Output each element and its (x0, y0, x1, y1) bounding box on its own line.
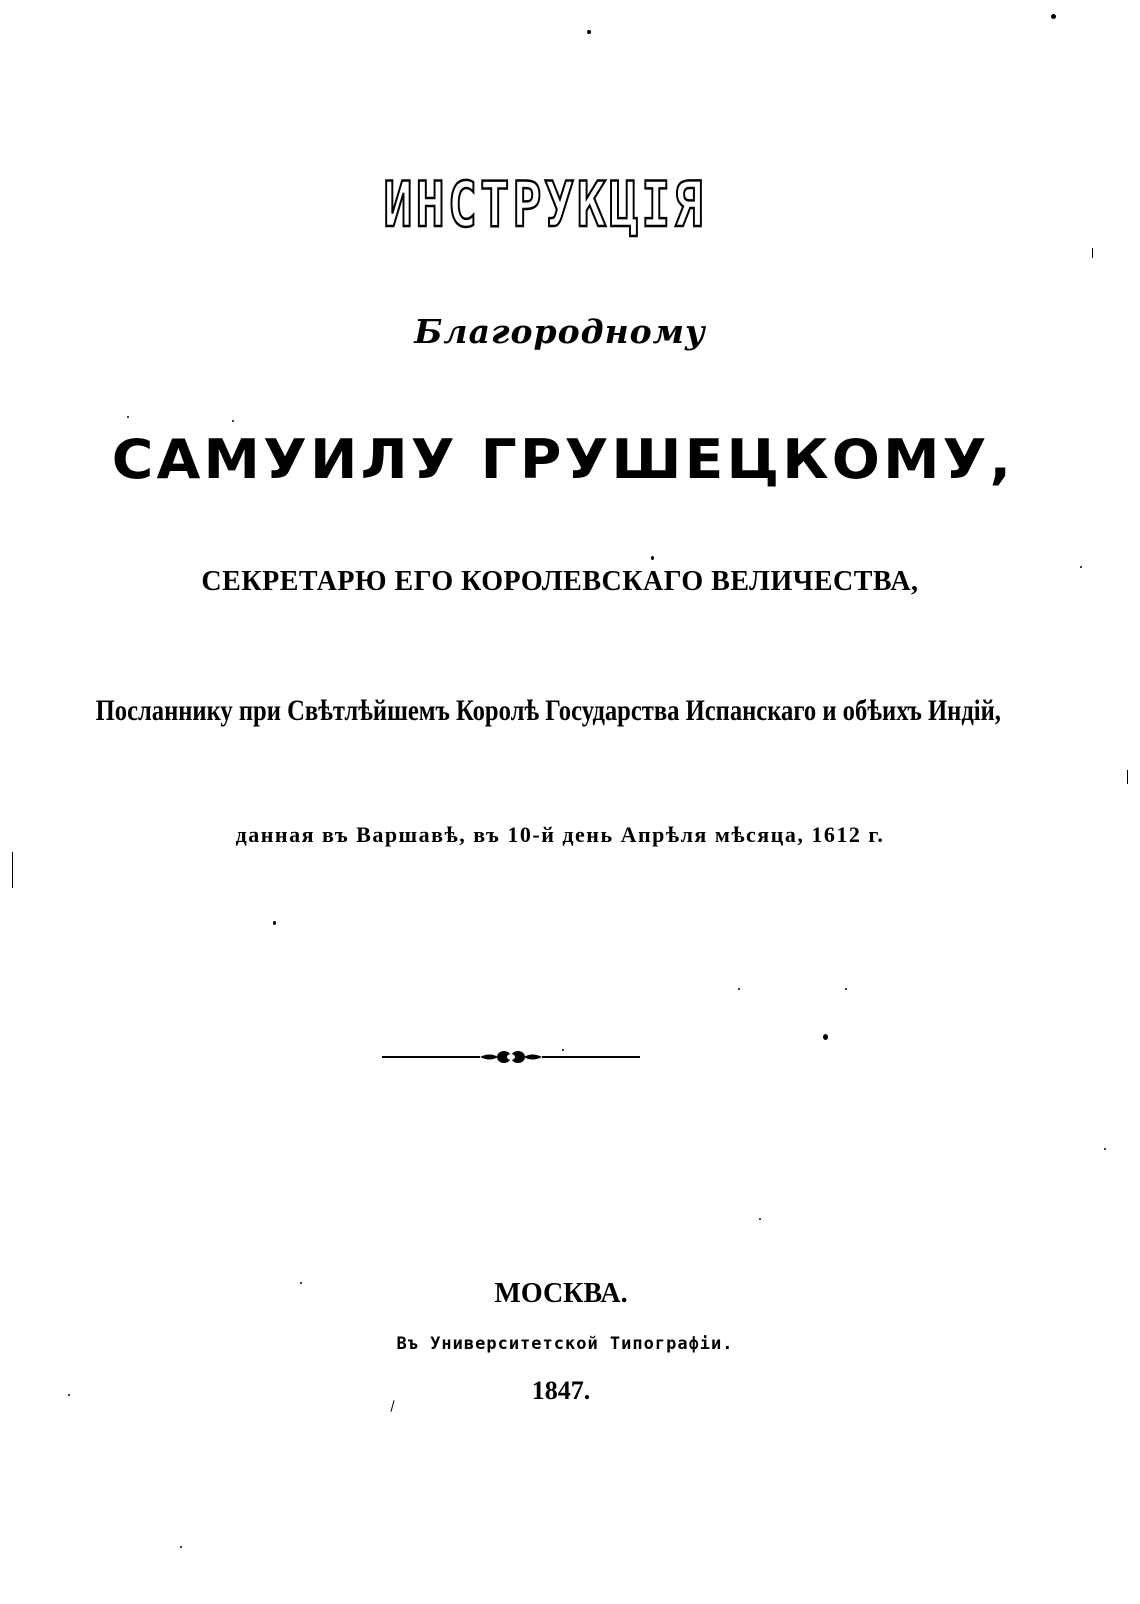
scan-speck (127, 416, 129, 418)
scan-speck (1051, 14, 1056, 19)
imprint-year: 1847. (531, 1376, 591, 1405)
salutation: Благородному (414, 312, 706, 351)
scan-scratch (12, 852, 13, 888)
scan-speck (759, 1218, 761, 1220)
scan-speck (273, 921, 276, 925)
scan-speck (1080, 566, 1082, 568)
scan-speck (823, 1034, 828, 1040)
scan-speck (1104, 1148, 1106, 1150)
imprint-city: МОСКВА. (494, 1278, 628, 1309)
ornament-rule (380, 1046, 642, 1068)
scan-speck (651, 556, 654, 560)
scan-speck (587, 30, 591, 34)
scan-speck (562, 1049, 564, 1051)
scan-speck (232, 420, 234, 422)
scan-speck (845, 988, 847, 990)
embassy-line: Посланнику при Свѣтлѣйшемъ Королѣ Государства Испанскаго и обѣихъ Индій, (95, 694, 1001, 727)
scan-scratch (1092, 248, 1093, 258)
scan-speck (68, 1394, 70, 1396)
scan-speck (300, 1282, 302, 1284)
date-line: данная въ Варшавѣ, въ 10-й день Апрѣля мѣсяца, 1612 г. (235, 822, 885, 847)
scan-scratch (1127, 770, 1128, 784)
imprint-press: Въ Университетской Типографіи. (396, 1334, 734, 1354)
scan-speck (180, 1546, 182, 1548)
document-title: ИНСТРУКЦІЯ (383, 168, 706, 241)
recipient-name: САМУИЛУ ГРУШЕЦКОМУ, (111, 428, 1015, 491)
scan-speck (738, 988, 740, 990)
recipient-office: СЕКРЕТАРЮ ЕГО КОРОЛЕВСКАГО ВЕЛИЧЕСТВА, (201, 566, 919, 597)
